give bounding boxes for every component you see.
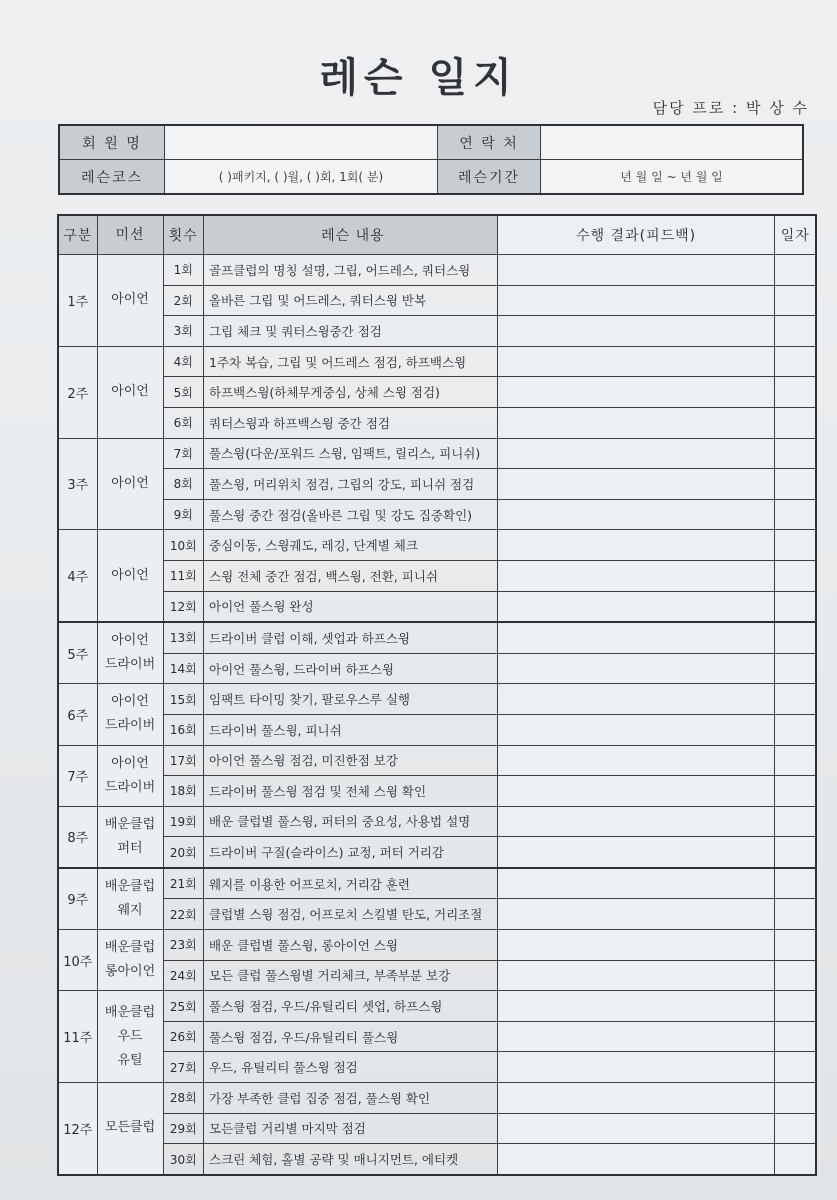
table-row [58, 255, 816, 286]
mission-cell [97, 991, 163, 1083]
lesson-content-cell: 드라이버 클럽 이해, 셋업과 하프스윙 [204, 622, 498, 653]
mission-label: 드라이버 [104, 718, 156, 734]
lesson-content-cell: 쿼터스윙과 하프백스윙 중간 점검 [204, 407, 498, 438]
header-week: 구분 [58, 215, 97, 255]
date-cell[interactable] [775, 530, 816, 561]
mission-label: 아이언 [111, 694, 149, 710]
date-cell[interactable] [775, 316, 816, 347]
date-cell[interactable] [775, 745, 816, 776]
date-cell[interactable] [775, 346, 816, 377]
date-cell[interactable] [775, 560, 816, 591]
round-cell: 28회 [163, 1083, 204, 1114]
round-cell: 5회 [163, 377, 204, 408]
mission-cell [97, 438, 163, 530]
lesson-content-cell: 웨지를 이용한 어프로치, 거리감 훈련 [204, 868, 498, 899]
lesson-table [57, 214, 817, 1176]
date-cell[interactable] [775, 377, 816, 408]
round-cell: 2회 [163, 285, 204, 316]
instructor-label: 담당 프로 : 박 상 수 [652, 99, 809, 117]
feedback-cell[interactable] [497, 530, 775, 561]
lesson-content-cell: 아이언 풀스윙 점검, 미진한점 보강 [204, 745, 498, 776]
mission-label: 배운클럽 [104, 878, 156, 894]
feedback-cell[interactable] [497, 316, 775, 347]
round-cell: 27회 [163, 1052, 204, 1083]
date-cell[interactable] [775, 591, 816, 622]
feedback-cell[interactable] [497, 1052, 775, 1083]
feedback-cell[interactable] [497, 684, 775, 715]
round-cell: 12회 [163, 591, 204, 622]
mission-cell [97, 745, 163, 806]
week-cell: 11주 [58, 991, 97, 1083]
round-cell: 7회 [163, 438, 204, 469]
header-result: 수행 결과(피드백) [497, 215, 775, 255]
week-cell: 4주 [58, 530, 97, 622]
mission-cell [97, 530, 163, 622]
lesson-content-cell: 골프클럽의 명칭 설명, 그립, 어드레스, 쿼터스윙 [204, 255, 498, 286]
lesson-content-cell: 드라이버 구질(슬라이스) 교정, 퍼터 거리감 [204, 837, 498, 868]
table-row [58, 653, 816, 684]
mission-label: 배운클럽 [104, 816, 156, 832]
mission-label: 아이언 [111, 755, 149, 771]
round-cell: 21회 [163, 868, 204, 899]
member-name-label: 회 원 명 [59, 125, 165, 160]
page-title: 레슨 일지 [319, 55, 518, 101]
lesson-content-cell: 드라이버 풀스윙, 피니쉬 [204, 714, 498, 745]
feedback-cell[interactable] [497, 285, 775, 316]
mission-cell [97, 1083, 163, 1175]
feedback-cell[interactable] [497, 255, 775, 286]
feedback-cell[interactable] [497, 560, 775, 591]
date-cell[interactable] [775, 1021, 816, 1052]
feedback-cell[interactable] [497, 806, 775, 837]
lesson-content-cell: 올바른 그립 및 어드레스, 쿼터스윙 반복 [204, 285, 498, 316]
lesson-content-cell: 아이언 풀스윙, 드라이버 하프스윙 [204, 653, 498, 684]
header-date: 일자 [775, 215, 816, 255]
lesson-content-cell: 드라이버 풀스윙 점검 및 전체 스윙 확인 [204, 776, 498, 807]
round-cell: 3회 [163, 316, 204, 347]
course-label: 레슨코스 [59, 160, 165, 195]
period-field[interactable]: 년 월 일 ~ 년 월 일 [541, 160, 804, 195]
table-row [58, 837, 816, 868]
feedback-cell[interactable] [497, 499, 775, 530]
mission-label: 유틸 [117, 1052, 143, 1068]
round-cell: 30회 [163, 1144, 204, 1175]
feedback-cell[interactable] [497, 469, 775, 500]
table-row [58, 1083, 816, 1114]
date-cell[interactable] [775, 1083, 816, 1114]
feedback-cell[interactable] [497, 407, 775, 438]
date-cell[interactable] [775, 653, 816, 684]
week-cell: 1주 [58, 255, 97, 347]
date-cell[interactable] [775, 930, 816, 961]
table-row [58, 745, 816, 776]
mission-label: 배운클럽 [104, 1004, 156, 1020]
mission-cell [97, 346, 163, 438]
table-row [58, 316, 816, 347]
feedback-cell[interactable] [497, 622, 775, 653]
lesson-content-cell: 풀스윙(다운/포워드 스윙, 임팩트, 릴리스, 피니쉬) [204, 438, 498, 469]
lesson-content-cell: 가장 부족한 클럽 집중 점검, 풀스윙 확인 [204, 1083, 498, 1114]
table-row [58, 776, 816, 807]
lesson-content-cell: 하프백스윙(하체무게중심, 상체 스윙 점검) [204, 377, 498, 408]
date-cell[interactable] [775, 1144, 816, 1175]
table-row [58, 1113, 816, 1144]
header-mission: 미션 [97, 215, 163, 255]
feedback-cell[interactable] [497, 591, 775, 622]
feedback-cell[interactable] [497, 745, 775, 776]
table-row [58, 622, 816, 653]
mission-cell [97, 622, 163, 684]
table-row [58, 991, 816, 1022]
table-row [58, 684, 816, 715]
round-cell: 29회 [163, 1113, 204, 1144]
date-cell[interactable] [775, 960, 816, 991]
lesson-content-cell: 모든 클럽 풀스윙별 거리체크, 부족부분 보강 [204, 960, 498, 991]
lesson-content-cell: 스크린 체험, 홀별 공략 및 매니지먼트, 에티켓 [204, 1144, 498, 1175]
feedback-cell[interactable] [497, 1083, 775, 1114]
date-cell[interactable] [775, 499, 816, 530]
round-cell: 13회 [163, 622, 204, 653]
lesson-content-cell: 풀스윙, 머리위치 점검, 그립의 강도, 피니쉬 점검 [204, 469, 498, 500]
lesson-content-cell: 스윙 전체 중간 점검, 백스윙, 전환, 피니쉬 [204, 560, 498, 591]
feedback-cell[interactable] [497, 1021, 775, 1052]
header-round: 횟수 [163, 215, 204, 255]
round-cell: 25회 [163, 991, 204, 1022]
round-cell: 6회 [163, 407, 204, 438]
mission-label: 드라이버 [104, 779, 156, 795]
feedback-cell[interactable] [497, 960, 775, 991]
feedback-cell[interactable] [497, 868, 775, 899]
member-info-table [58, 124, 804, 195]
lesson-content-cell: 그립 체크 및 쿼터스윙중간 점검 [204, 316, 498, 347]
mission-cell [97, 255, 163, 347]
mission-label: 우드 [117, 1028, 143, 1044]
mission-label: 웨지 [117, 902, 143, 918]
lesson-content-cell: 배운 클럽별 풀스윙, 롱아이언 스윙 [204, 930, 498, 961]
contact-field[interactable] [541, 125, 804, 160]
table-row [58, 930, 816, 961]
lesson-content-cell: 배운 클럽별 풀스윙, 퍼터의 중요성, 사용법 설명 [204, 806, 498, 837]
mission-cell [97, 684, 163, 745]
lesson-content-cell: 임팩트 타이밍 찾기, 팔로우스루 실행 [204, 684, 498, 715]
round-cell: 14회 [163, 653, 204, 684]
round-cell: 1회 [163, 255, 204, 286]
week-cell: 12주 [58, 1083, 97, 1175]
lesson-content-cell: 아이언 풀스윙 완성 [204, 591, 498, 622]
round-cell: 22회 [163, 899, 204, 930]
feedback-cell[interactable] [497, 991, 775, 1022]
round-cell: 4회 [163, 346, 204, 377]
round-cell: 15회 [163, 684, 204, 715]
week-cell: 2주 [58, 346, 97, 438]
feedback-cell[interactable] [497, 1113, 775, 1144]
lesson-content-cell: 1주차 복습, 그립 및 어드레스 점검, 하프백스윙 [204, 346, 498, 377]
feedback-cell[interactable] [497, 776, 775, 807]
table-header-row [58, 215, 816, 255]
lesson-content-cell: 풀스윙 중간 점검(올바른 그립 및 강도 집중확인) [204, 499, 498, 530]
table-row [58, 806, 816, 837]
round-cell: 17회 [163, 745, 204, 776]
week-cell: 9주 [58, 868, 97, 930]
mission-cell [97, 930, 163, 991]
feedback-cell[interactable] [497, 837, 775, 868]
contact-label: 연 락 처 [438, 125, 541, 160]
table-row [58, 377, 816, 408]
mission-label: 롱아이언 [104, 964, 156, 980]
mission-label: 모든클럽 [104, 1120, 156, 1136]
date-cell[interactable] [775, 776, 816, 807]
week-cell: 5주 [58, 622, 97, 684]
date-cell[interactable] [775, 1052, 816, 1083]
lesson-content-cell: 모든클럽 거리별 마지막 점검 [204, 1113, 498, 1144]
date-cell[interactable] [775, 285, 816, 316]
member-name-field[interactable] [165, 125, 438, 160]
table-row [58, 560, 816, 591]
lesson-content-cell: 풀스윙 점검, 우드/유틸리티 셋업, 하프스윙 [204, 991, 498, 1022]
date-cell[interactable] [775, 714, 816, 745]
date-cell[interactable] [775, 1113, 816, 1144]
lesson-content-cell: 풀스윙 점검, 우드/유틸리티 풀스윙 [204, 1021, 498, 1052]
table-row [58, 714, 816, 745]
table-row [58, 499, 816, 530]
header-content: 레슨 내용 [204, 215, 498, 255]
mission-cell [97, 806, 163, 868]
mission-label: 아이언 [111, 633, 149, 649]
lesson-content-cell: 우드, 유틸리티 풀스윙 점검 [204, 1052, 498, 1083]
feedback-cell[interactable] [497, 653, 775, 684]
table-row [58, 868, 816, 899]
table-row [58, 438, 816, 469]
date-cell[interactable] [775, 438, 816, 469]
date-cell[interactable] [775, 622, 816, 653]
mission-label: 배운클럽 [104, 940, 156, 956]
round-cell: 23회 [163, 930, 204, 961]
feedback-cell[interactable] [497, 1144, 775, 1175]
date-cell[interactable] [775, 684, 816, 715]
round-cell: 18회 [163, 776, 204, 807]
feedback-cell[interactable] [497, 930, 775, 961]
feedback-cell[interactable] [497, 377, 775, 408]
table-row [58, 591, 816, 622]
table-row [58, 960, 816, 991]
lesson-content-cell: 클럽별 스윙 점검, 어프로치 스킬별 탄도, 거리조절 [204, 899, 498, 930]
date-cell[interactable] [775, 806, 816, 837]
round-cell: 9회 [163, 499, 204, 530]
round-cell: 16회 [163, 714, 204, 745]
round-cell: 19회 [163, 806, 204, 837]
date-cell[interactable] [775, 991, 816, 1022]
table-row [58, 469, 816, 500]
table-row [58, 899, 816, 930]
table-row [58, 346, 816, 377]
table-row [58, 407, 816, 438]
period-label: 레슨기간 [438, 160, 541, 195]
week-cell: 8주 [58, 806, 97, 868]
round-cell: 24회 [163, 960, 204, 991]
mission-label: 아이언 [111, 475, 149, 491]
table-row [58, 1021, 816, 1052]
table-row [58, 530, 816, 561]
table-row [58, 1144, 816, 1175]
week-cell: 6주 [58, 684, 97, 745]
feedback-cell[interactable] [497, 438, 775, 469]
round-cell: 11회 [163, 560, 204, 591]
week-cell: 10주 [58, 930, 97, 991]
round-cell: 8회 [163, 469, 204, 500]
course-field[interactable]: ( )패키지, ( )월, ( )회, 1회( 분) [165, 160, 438, 195]
mission-label: 드라이버 [104, 657, 156, 673]
date-cell[interactable] [775, 407, 816, 438]
mission-label: 퍼터 [117, 840, 143, 856]
table-row [58, 1052, 816, 1083]
week-cell: 7주 [58, 745, 97, 806]
round-cell: 10회 [163, 530, 204, 561]
date-cell[interactable] [775, 899, 816, 930]
date-cell[interactable] [775, 469, 816, 500]
mission-label: 아이언 [111, 292, 149, 308]
week-cell: 3주 [58, 438, 97, 530]
feedback-cell[interactable] [497, 899, 775, 930]
table-row [58, 285, 816, 316]
round-cell: 26회 [163, 1021, 204, 1052]
date-cell[interactable] [775, 868, 816, 899]
mission-cell [97, 868, 163, 930]
date-cell[interactable] [775, 255, 816, 286]
mission-label: 아이언 [111, 567, 149, 583]
round-cell: 20회 [163, 837, 204, 868]
feedback-cell[interactable] [497, 346, 775, 377]
mission-label: 아이언 [111, 384, 149, 400]
date-cell[interactable] [775, 837, 816, 868]
lesson-content-cell: 중심이동, 스윙궤도, 레깅, 단계별 체크 [204, 530, 498, 561]
feedback-cell[interactable] [497, 714, 775, 745]
